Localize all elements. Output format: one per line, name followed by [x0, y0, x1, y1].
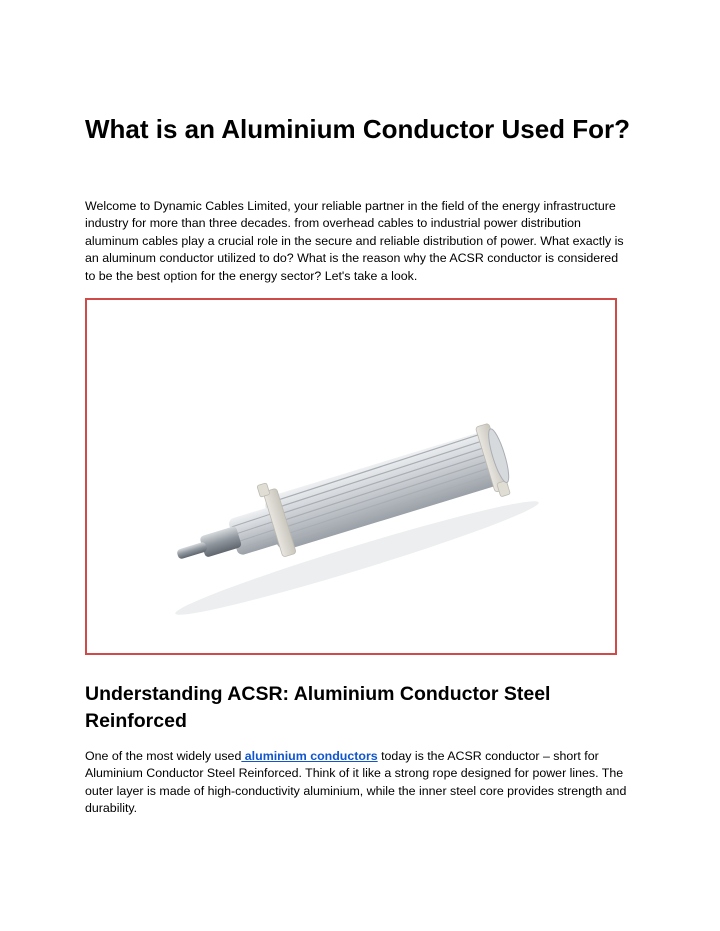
acsr-cable-photo — [87, 300, 615, 653]
aluminium-conductors-link[interactable]: aluminium conductors — [241, 749, 378, 763]
section-text-before: One of the most widely used — [85, 749, 242, 763]
steel-core-center — [176, 541, 208, 559]
section-paragraph — [85, 748, 633, 818]
acsr-cable-figure — [85, 298, 617, 655]
article-title: What is an Aluminium Conductor Used For? — [85, 114, 631, 144]
steel-core — [199, 526, 242, 558]
section-text-after: today is the ACSR conductor – short for Aluminium Conductor Steel Reinforced. Think of it like a strong rope designed for power lines. The outer layer is made of high-conductivity aluminium, while the inner steel core provides strength and durability. — [85, 749, 627, 816]
cable-tie-left-head — [257, 483, 270, 497]
intro-paragraph: Welcome to Dynamic Cables Limited, your reliable partner in the field of the energy infrastructure industry for more than three decades. from overhead cables to industrial power distribution aluminum cables play a crucial role in the secure and reliable distribution of power. What exactly is an aluminum conductor utilized to do? What is the reason why the ACSR conductor is considered to be the best option for the energy sector? Let's take a look. — [85, 199, 624, 283]
cable-tie-right-head — [497, 481, 511, 497]
section-heading: Understanding ACSR: Aluminium Conductor Steel Reinforced — [85, 683, 551, 732]
